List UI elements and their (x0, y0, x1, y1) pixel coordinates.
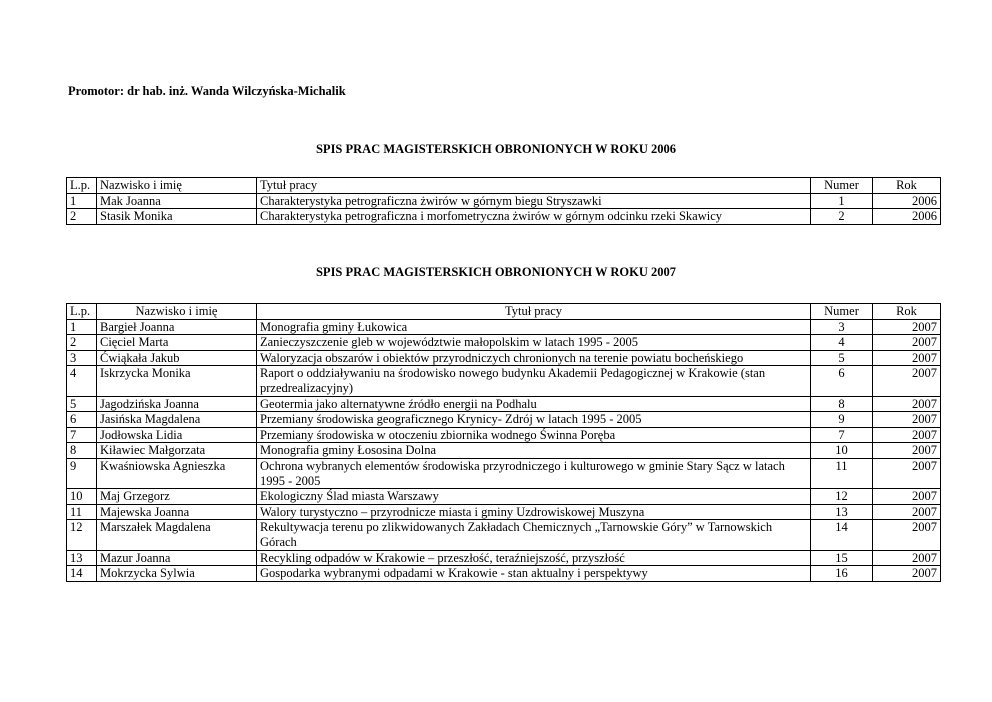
header-title: Tytuł pracy (257, 178, 811, 194)
cell-title: Przemiany środowiska w otoczeniu zbiornika wodnego Świnna Poręba (257, 427, 811, 443)
cell-year: 2007 (873, 335, 941, 351)
header-lp: L.p. (67, 304, 97, 320)
cell-lp: 1 (67, 193, 97, 209)
cell-number: 2 (811, 209, 873, 225)
cell-title: Ekologiczny Ślad miasta Warszawy (257, 489, 811, 505)
table-row (67, 520, 941, 550)
cell-name: Maj Grzegorz (97, 489, 257, 505)
cell-name: Kiławiec Małgorzata (97, 443, 257, 459)
cell-lp: 9 (67, 458, 97, 488)
table-row (67, 350, 941, 366)
table-row (67, 458, 941, 488)
heading-2006: SPIS PRAC MAGISTERSKICH OBRONIONYCH W ROKU 2006 (315, 142, 676, 156)
cell-name: Mak Joanna (97, 193, 257, 209)
cell-lp: 12 (67, 520, 97, 550)
cell-number: 15 (811, 550, 873, 566)
cell-title: Charakterystyka petrograficzna i morfometryczna żwirów w górnym odcinku rzeki Skawicy (257, 209, 811, 225)
cell-title: Rekultywacja terenu po zlikwidowanych Zakładach Chemicznych „Tarnowskie Góry” w Tarnowskich Górach (257, 520, 811, 550)
cell-title: Geotermia jako alternatywne źródło energii na Podhalu (257, 396, 811, 412)
cell-title: Charakterystyka petrograficzna żwirów w górnym biegu Stryszawki (257, 193, 811, 209)
table-row (67, 366, 941, 396)
table-row (67, 335, 941, 351)
cell-title: Zanieczyszczenie gleb w województwie małopolskim w latach 1995 - 2005 (257, 335, 811, 351)
cell-lp: 10 (67, 489, 97, 505)
cell-lp: 2 (67, 335, 97, 351)
table-row (67, 193, 941, 209)
table-row (67, 412, 941, 428)
cell-number: 7 (811, 427, 873, 443)
cell-year: 2007 (873, 427, 941, 443)
cell-title: Waloryzacja obszarów i obiektów przyrodniczych chronionych na terenie powiatu bocheńskiego (257, 350, 811, 366)
cell-name: Kwaśniowska Agnieszka (97, 458, 257, 488)
cell-title: Recykling odpadów w Krakowie – przeszłość, teraźniejszość, przyszłość (257, 550, 811, 566)
cell-number: 3 (811, 319, 873, 335)
table-2007 (66, 303, 941, 582)
cell-lp: 5 (67, 396, 97, 412)
cell-year: 2006 (873, 209, 941, 225)
cell-lp: 8 (67, 443, 97, 459)
cell-number: 4 (811, 335, 873, 351)
cell-title: Monografia gminy Łukowica (257, 319, 811, 335)
cell-title: Walory turystyczno – przyrodnicze miasta i gminy Uzdrowiskowej Muszyna (257, 504, 811, 520)
cell-name: Ćwiąkała Jakub (97, 350, 257, 366)
header-name: Nazwisko i imię (97, 304, 257, 320)
cell-lp: 14 (67, 566, 97, 582)
cell-year: 2007 (873, 366, 941, 396)
cell-number: 5 (811, 350, 873, 366)
cell-year: 2007 (873, 443, 941, 459)
table-row (67, 319, 941, 335)
table-2006 (66, 177, 941, 225)
cell-name: Jodłowska Lidia (97, 427, 257, 443)
cell-lp: 7 (67, 427, 97, 443)
table-row (67, 427, 941, 443)
cell-name: Jasińska Magdalena (97, 412, 257, 428)
header-number: Numer (811, 304, 873, 320)
header-name: Nazwisko i imię (97, 178, 257, 194)
cell-name: Bargieł Joanna (97, 319, 257, 335)
cell-name: Cięciel Marta (97, 335, 257, 351)
cell-name: Marszałek Magdalena (97, 520, 257, 550)
cell-number: 16 (811, 566, 873, 582)
cell-number: 12 (811, 489, 873, 505)
header-year: Rok (873, 178, 941, 194)
cell-lp: 11 (67, 504, 97, 520)
cell-title: Przemiany środowiska geograficznego Krynicy- Zdrój w latach 1995 - 2005 (257, 412, 811, 428)
cell-title: Gospodarka wybranymi odpadami w Krakowie - stan aktualny i perspektywy (257, 566, 811, 582)
cell-name: Iskrzycka Monika (97, 366, 257, 396)
header-title: Tytuł pracy (257, 304, 811, 320)
cell-number: 14 (811, 520, 873, 550)
cell-year: 2007 (873, 504, 941, 520)
cell-year: 2007 (873, 566, 941, 582)
table-row (67, 504, 941, 520)
cell-year: 2007 (873, 550, 941, 566)
cell-number: 1 (811, 193, 873, 209)
cell-number: 8 (811, 396, 873, 412)
cell-name: Jagodzińska Joanna (97, 396, 257, 412)
cell-year: 2007 (873, 350, 941, 366)
cell-lp: 4 (67, 366, 97, 396)
header-year: Rok (873, 304, 941, 320)
heading-2007: SPIS PRAC MAGISTERSKICH OBRONIONYCH W ROKU 2007 (315, 265, 676, 279)
cell-lp: 3 (67, 350, 97, 366)
cell-year: 2007 (873, 520, 941, 550)
table-row (67, 566, 941, 582)
table-row (67, 550, 941, 566)
cell-number: 6 (811, 366, 873, 396)
table-row (67, 443, 941, 459)
cell-year: 2007 (873, 489, 941, 505)
cell-number: 10 (811, 443, 873, 459)
cell-number: 9 (811, 412, 873, 428)
cell-number: 11 (811, 458, 873, 488)
cell-name: Mazur Joanna (97, 550, 257, 566)
cell-lp: 2 (67, 209, 97, 225)
cell-year: 2007 (873, 396, 941, 412)
cell-title: Ochrona wybranych elementów środowiska przyrodniczego i kulturowego w gminie Stary Sącz w latach 1995 - 2005 (257, 458, 811, 488)
cell-number: 13 (811, 504, 873, 520)
table-row (67, 209, 941, 225)
cell-title: Monografia gminy Łososina Dolna (257, 443, 811, 459)
cell-lp: 13 (67, 550, 97, 566)
cell-year: 2006 (873, 193, 941, 209)
header-number: Numer (811, 178, 873, 194)
table-header-row (67, 304, 941, 320)
cell-lp: 1 (67, 319, 97, 335)
cell-year: 2007 (873, 412, 941, 428)
table-row (67, 489, 941, 505)
table-row (67, 396, 941, 412)
cell-name: Majewska Joanna (97, 504, 257, 520)
header-lp: L.p. (67, 178, 97, 194)
cell-name: Stasik Monika (97, 209, 257, 225)
cell-year: 2007 (873, 458, 941, 488)
cell-year: 2007 (873, 319, 941, 335)
promotor-line: Promotor: dr hab. inż. Wanda Wilczyńska-Michalik (68, 84, 346, 98)
cell-name: Mokrzycka Sylwia (97, 566, 257, 582)
table-header-row (67, 178, 941, 194)
cell-lp: 6 (67, 412, 97, 428)
cell-title: Raport o oddziaływaniu na środowisko nowego budynku Akademii Pedagogicznej w Krakowie (stan przedrealizacyjny) (257, 366, 811, 396)
